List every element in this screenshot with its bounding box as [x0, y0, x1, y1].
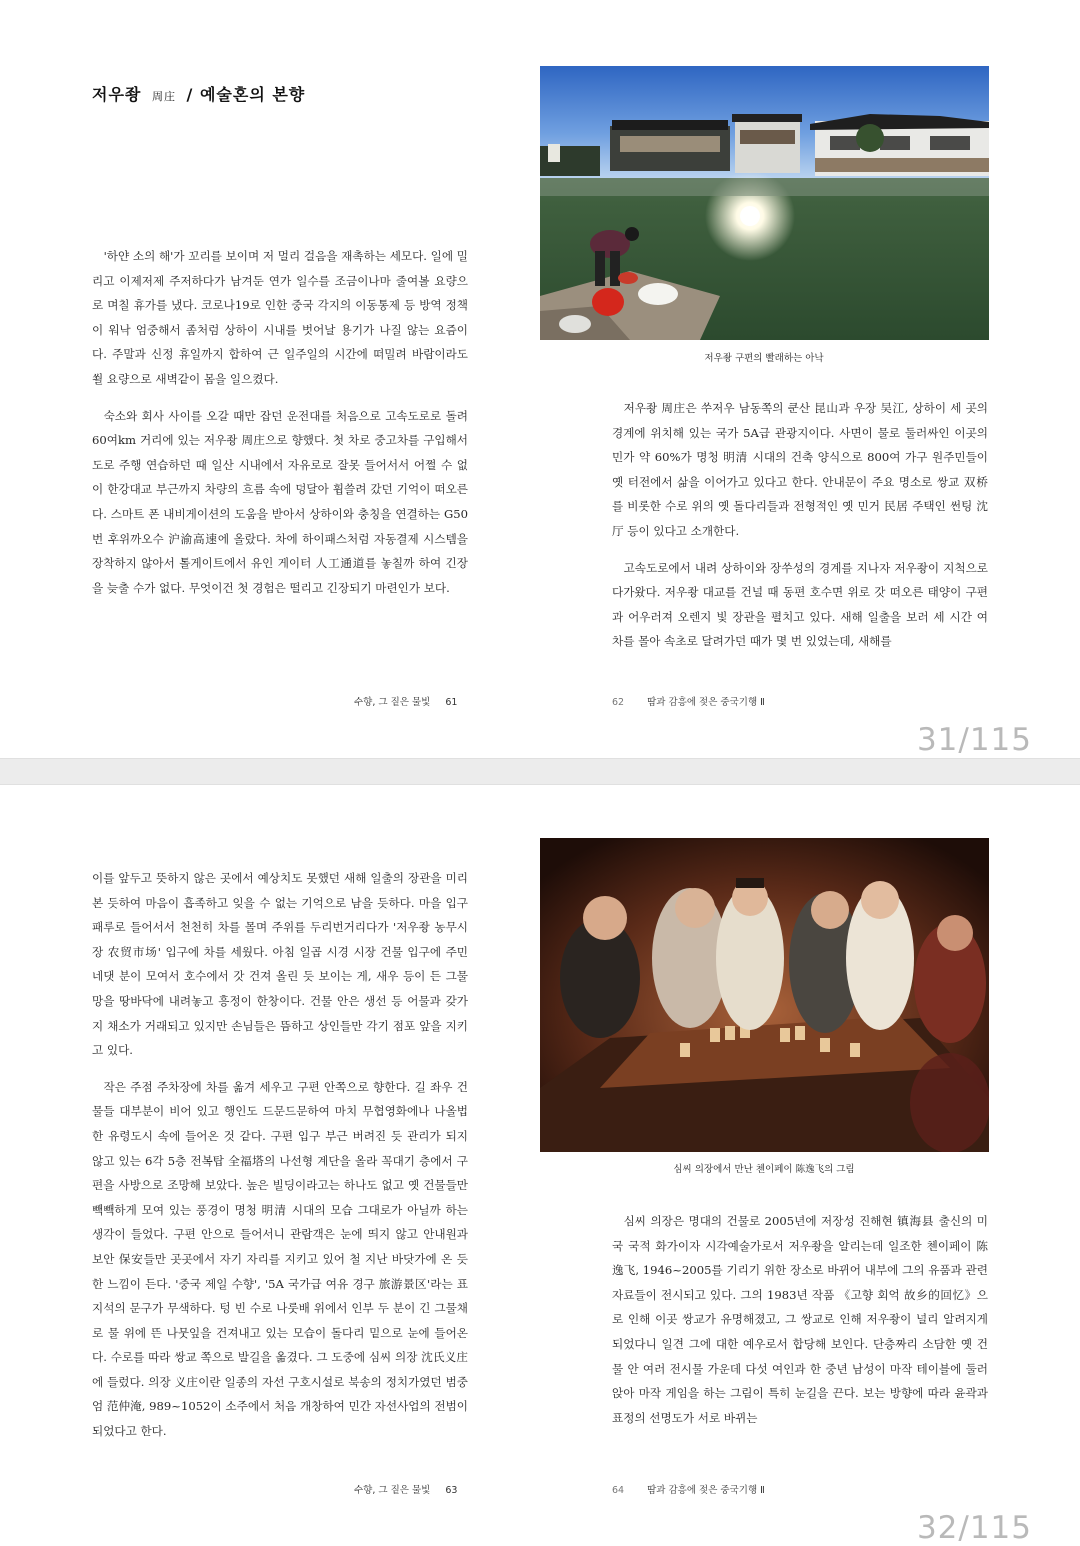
page-number: 64 [612, 1485, 625, 1496]
mahjong-painting-image [540, 838, 989, 1152]
page-footer-62 [612, 694, 765, 708]
chapter-title [92, 82, 305, 105]
page-62 [540, 0, 1080, 758]
page-63 [0, 785, 540, 1542]
canal-photo-image [540, 66, 989, 340]
body-text-62 [612, 396, 988, 666]
chapter-title-hanja: 周庄 [151, 90, 176, 103]
running-footer: 땀과 감흥에 젖은 중국기행 Ⅱ [647, 697, 765, 708]
chapter-title-korean: 저우좡 [92, 85, 142, 104]
body-text-63 [92, 866, 468, 1456]
page-number: 62 [612, 697, 625, 708]
page-footer-61 [354, 694, 457, 708]
body-text-64 [612, 1209, 988, 1442]
mahjong-painting [540, 838, 989, 1152]
page-64 [540, 785, 1080, 1542]
page-number: 63 [445, 1485, 458, 1496]
page-counter: 31/115 [916, 722, 1032, 758]
paragraph: 고속도로에서 내려 상하이와 장쑤성의 경계를 지나자 저우좡이 지척으로 다가왔다. 저우좡 대교를 건널 때 동편 호수면 위로 갓 떠오른 태양이 구편과 어우러져 오렌지 빛 장관을 펼치고 있다. 새해 일출을 보러 세 시간 여 차를 몰아 속초로 달려가던 때가 몇 번 있었는데, 새해를 [612, 560, 988, 649]
running-footer: 땀과 감흥에 젖은 중국기행 Ⅱ [647, 1485, 765, 1496]
photo-caption: 저우좡 구편의 빨래하는 아낙 [704, 353, 824, 364]
page-number: 61 [445, 697, 458, 708]
book-spread-2 [0, 785, 1080, 1546]
page-counter: 32/115 [916, 1510, 1032, 1546]
page-61 [0, 0, 540, 758]
paragraph: 이를 앞두고 뜻하지 않은 곳에서 예상치도 못했던 새해 일출의 장관을 미리 본 듯하여 마음이 흡족하고 잊을 수 없는 기억으로 남을 듯하다. 마을 입구 패루로 들어서서 천천히 차를 몰며 주위를 두리번거리다가 '저우좡 농무시장 农贸市场' 입구에 차를 세웠다. 아침 일곱 시경 시장 건물 입구에 주민 네댓 분이 모여서 호수에서 갓 건져 올린 듯 보이는 게, 새우 등이 든 그물망을 땅바닥에 내려놓고 흥정이 한창이다. 건물 안은 생선 등 어물과 갖가지 채소가 거래되고 있지만 손님들은 뜸하고 상인들만 각기 점포 앞을 지키고 있다. [92, 871, 468, 1058]
page-footer-64 [612, 1482, 765, 1496]
chapter-subtitle: 예술혼의 본향 [199, 85, 306, 104]
paragraph: 심씨 의장은 명대의 건물로 2005년에 저장성 진해현 镇海县 출신의 미국 국적 화가이자 시각예술가로서 저우좡을 알리는데 일조한 첸이페이 陈逸飞, 1946~2005를 기리기 위한 장소로 바뀌어 내부에 그의 유품과 관련 자료들이 전시되고 있다. 그의 1983년 작품 《고향 회억 故乡的回忆》으로 인해 이곳 쌍교가 유명해졌고, 그 쌍교로 인해 저우좡이 널리 알려지게 되었다니 일견 그에 대한 예우로서 합당해 보인다. 단층짜리 소담한 옛 건물 안 여러 전시물 가운데 다섯 여인과 한 중년 남성이 마작 테이블에 둘러앉아 마작 게임을 하는 그림이 특히 눈길을 끈다. 보는 방향에 따라 윤곽과 표정의 선명도가 서로 바뀌는 [612, 1214, 988, 1425]
running-footer: 수향, 그 짙은 물빛 [354, 697, 431, 708]
spread-divider [0, 758, 1080, 785]
page-footer-63 [354, 1482, 457, 1496]
running-footer: 수향, 그 짙은 물빛 [354, 1485, 431, 1496]
paragraph: 작은 주점 주차장에 차를 옮겨 세우고 구편 안쪽으로 향한다. 길 좌우 건물들 대부분이 비어 있고 행인도 드문드문하여 마치 무협영화에나 나올법한 유령도시 속에 들어온 것 같다. 구편 입구 부근 버려진 듯 관리가 되지 않고 있는 6각 5층 전복탑 全福塔의 나선형 계단을 올라 꼭대기 층에서 구편을 사방으로 조망해 보았다. 높은 빌딩이라고는 하나도 없고 옛 건물들만 빽빽하게 모여 있는 풍경이 명청 明清 시대의 모습 그대로가 아닐까 하는 생각이 들었다. 구편 안으로 들어서니 관람객은 눈에 띄지 않고 안내원과 보안 保安들만 곳곳에서 자기 자리를 지키고 있어 철 지난 바닷가에 온 듯한 느낌이 든다. '중국 제일 수향', '5A 국가급 여유 경구 旅游景区'라는 표지석의 문구가 무색하다. 텅 빈 수로 나룻배 위에서 인부 두 분이 긴 그물채로 물 위에 뜬 나뭇잎을 건져내고 있는 모습이 돌다리 밑으로 눈에 들어온다. 수로를 따라 쌍교 쪽으로 발길을 옮겼다. 그 도중에 심씨 의장 沈氏义庄에 들렀다. 의장 义庄이란 일종의 자선 구호시설로 북송의 정치가였던 범중엄 范仲淹, 989~1052이 소주에서 처음 개창하여 민간 자선사업의 전범이 되었다고 한다. [92, 1079, 468, 1439]
chapter-title-separator: / [186, 85, 194, 104]
body-text-61 [92, 244, 468, 612]
canal-photo [540, 66, 989, 340]
book-spread-1 [0, 0, 1080, 758]
paragraph: 숙소와 회사 사이를 오갈 때만 잡던 운전대를 처음으로 고속도로로 돌려 60여km 거리에 있는 저우좡 周庄으로 향했다. 첫 차로 중고차를 구입해서 도로 주행 연습하던 때 일산 시내에서 자유로로 잘못 들어서서 어쩔 수 없이 한강대교 부근까지 차량의 흐름 속에 덩달아 휩쓸려 갔던 기억이 떠오른다. 스마트 폰 내비게이션의 도움을 받아서 상하이와 충칭을 연결하는 G50번 후위까오수 沪渝高速에 올랐다. 차에 하이패스처럼 자동결제 시스템을 장착하지 않아서 톨게이트에서 유인 게이터 人工通道를 놓칠까 하여 긴장을 늦출 수가 없다. 무엇이건 첫 경험은 떨리고 긴장되기 마련인가 보다. [92, 408, 468, 595]
painting-caption: 심씨 의장에서 만난 첸이페이 陈逸飞의 그림 [673, 1164, 855, 1175]
paragraph: '하얀 소의 해'가 꼬리를 보이며 저 멀리 걸음을 재촉하는 세모다. 일에 밀리고 이제저제 주저하다가 남겨둔 연가 일수를 조금이나마 줄여볼 요량으로 며칠 휴가를 냈다. 코로나19로 인한 중국 각지의 이동통제 등 방역 정책이 워낙 엄중해서 좀처럼 상하이 시내를 벗어날 용기가 나질 않는 요즘이다. 주말과 신정 휴일까지 합하여 근 일주일의 시간에 떠밀려 바람이라도 쐴 요량으로 새벽같이 몸을 일으켰다. [92, 249, 468, 386]
paragraph: 저우좡 周庄은 쑤저우 남동쪽의 쿤산 昆山과 우장 吴江, 상하이 세 곳의 경계에 위치해 있는 국가 5A급 관광지이다. 사면이 물로 둘러싸인 이곳의 민가 약 60%가 명청 明清 시대의 건축 양식으로 800여 가구 원주민들이 옛 터전에서 삶을 이어가고 있다고 한다. 안내문이 주요 명소로 쌍교 双桥를 비롯한 수로 위의 옛 돌다리들과 전형적인 옛 민거 民居 주택인 썬팅 沈厅 등이 있다고 소개한다. [612, 401, 988, 538]
